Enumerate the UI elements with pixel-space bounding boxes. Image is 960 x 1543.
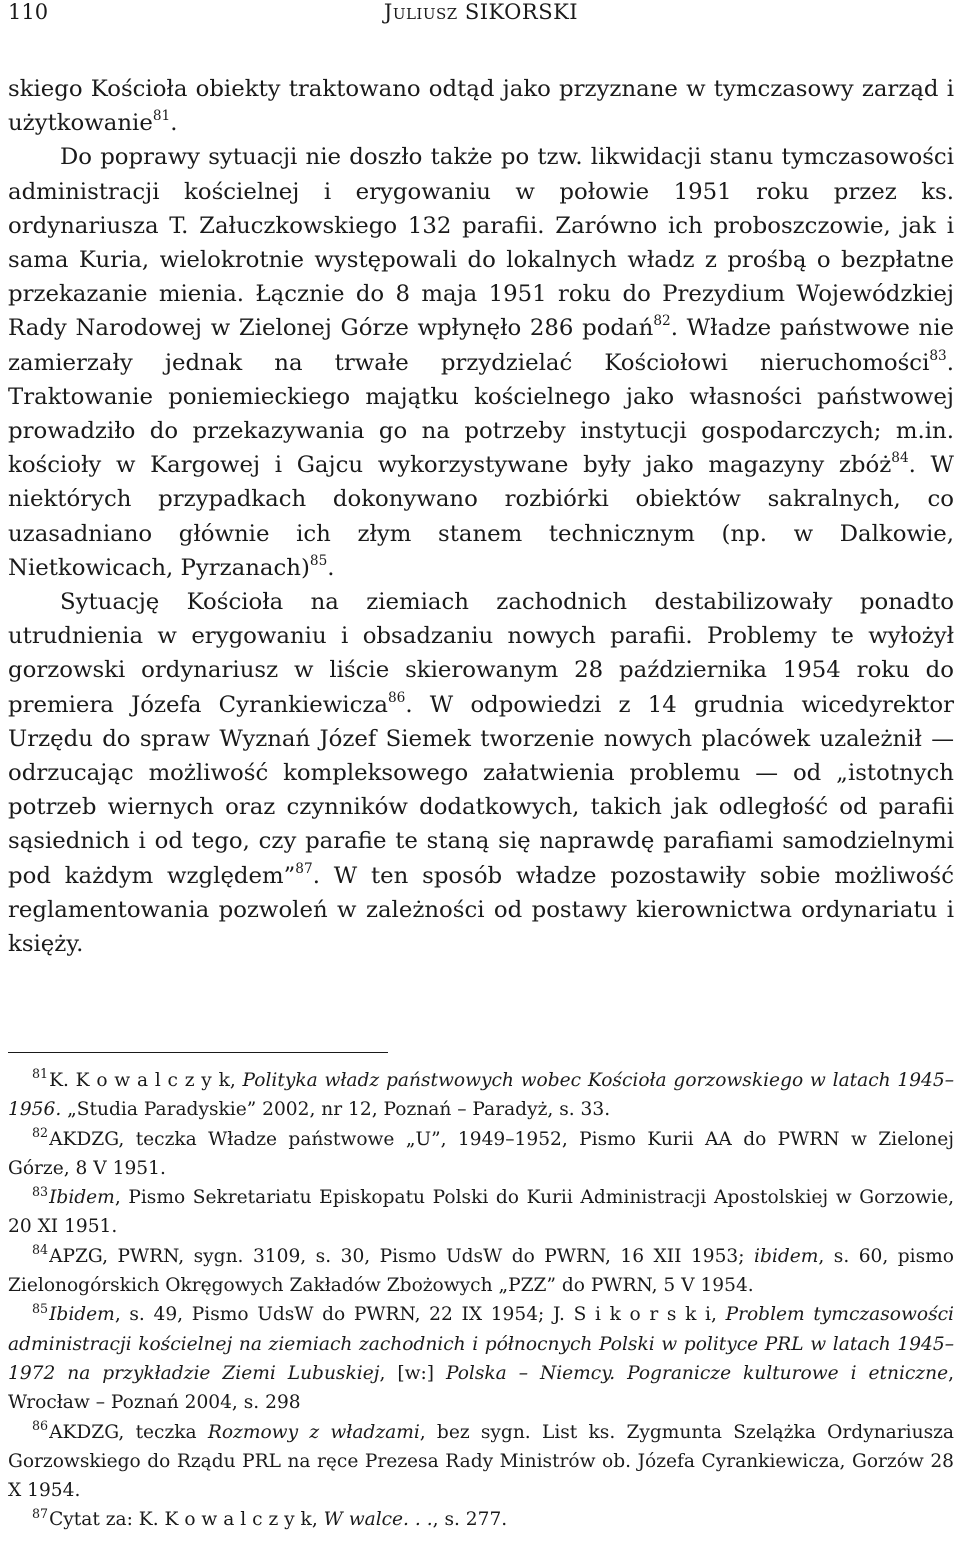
footnote-85: $^{85}$Ibidem, s. 49, Pismo UdsW do PWRN, 22 IX 1954; J. S i k o r s k i, Problem tymczasowości administracji kościelnej na ziemiach zachodnich i północnych Polski w polityce PRL w latach 1945–1972 na przykładzie Ziemi Lubuskiej, [w:] Polska – Niemcy. Pogranicze kulturowe i etniczne, Wrocław – Poznań 2004, s. 298 (8, 1300, 954, 1414)
footnote-ref-87[interactable]: 87 (295, 860, 313, 877)
page-number: 110 (8, 0, 49, 24)
footnote-87: $^{87}$Cytat za: K. K o w a l c z y k, W walce. . ., s. 277. (32, 1505, 508, 1531)
footnote-divider (8, 1052, 388, 1053)
main-text (8, 72, 954, 961)
paragraph-3: Sytuację Kościoła na ziemiach zachodnich destabilizowały ponadto utrudnienia w erygowaniu i obsadzaniu nowych parafii. Problemy te wyłożył gorzowski ordynariusz w liście skierowanym 28 października 1954 roku do premiera Józefa Cyrankiewicza$^{86}$. W odpowiedzi z 14 grudnia wicedyrektor Urzędu do spraw Wyznań Józef Siemek tworzenie nowych placówek uzależnił — odrzucając możliwość kompleksowego załatwienia problemu — od „istotnych potrzeb wiernych oraz czynników dodatkowych, takich jak odległość od parafii sąsiednich i od tego, czy parafie te staną się naprawdę parafiami samodzielnymi pod każdym względem”$^{87}$. W ten sposób władze pozostawiły sobie możliwość reglamentowania pozwoleń w zależności od postawy kierownictwa ordynariatu i księży. (8, 589, 954, 958)
footnote-ref-85[interactable]: 85 (309, 552, 328, 569)
footnote-ref-81[interactable]: 81 (152, 107, 171, 124)
footnote-86: $^{86}$AKDZG, teczka Rozmowy z władzami, bez sygn. List ks. Zygmunta Szelążka Ordynariusza Gorzowskiego do Rządu PRL na ręce Prezesa Rady Ministrów ob. Józefa Cyrankiewicza, Gorzów 28 X 1954. (8, 1417, 954, 1502)
footnote-ref-84[interactable]: 84 (891, 449, 909, 466)
footnote-ref-86[interactable]: 86 (387, 689, 406, 706)
footnote-83: $^{83}$Ibidem, Pismo Sekretariatu Episkopatu Polski do Kurii Administracji Apostolskiej w Gorzowie, 20 XI 1951. (8, 1183, 954, 1238)
paragraph-2: Do poprawy sytuacji nie doszło także po tzw. likwidacji stanu tymczasowości administracji kościelnej i erygowaniu w połowie 1951 roku przez ks. ordynariusza T. Załuczkowskiego 132 parafii. Zarówno ich proboszczowie, jak i sama Kuria, wielokrotnie występowali do lokalnych władz z prośbą o bezpłatne przekazanie mienia. Łącznie do 8 maja 1951 roku do Prezydium Wojewódzkiej Rady Narodowej w Zielonej Górze wpłynęło 286 podań$^{82}$. Władze państwowe nie zamierzały jednak na trwałe przydzielać Kościołowi nieruchomości$^{83}$. Traktowanie poniemieckiego majątku kościelnego jako własności państwowej prowadziło do przekazywania go na potrzeby instytucji gospodarczych; m.in. kościoły w Kargowej i Gajcu wykorzystywane były jako magazyny zbóż$^{84}$. W niektórych przypadkach dokonywano rozbiórki obiektów sakralnych, co uzasadniano głównie ich złym stanem technicznym (np. w Dalkowie, Nietkowicach, Pyrzanach)$^{85}$. (8, 144, 954, 581)
footnote-81: $^{81}$K. K o w a l c z y k, Polityka władz państwowych wobec Kościoła gorzowskiego w latach 1945–1956. „Studia Paradyskie” 2002, nr 12, Poznań – Paradyż, s. 33. (8, 1066, 954, 1121)
footnote-ref-83[interactable]: 83 (929, 347, 947, 364)
paragraph-1: skiego Kościoła obiekty traktowano odtąd jako przyznane w tymczasowy zarząd i użytkowanie$^{81}$. (8, 76, 954, 137)
footnote-ref-82[interactable]: 82 (653, 313, 671, 330)
footnote-82: $^{82}$AKDZG, teczka Władze państwowe „U”, 1949–1952, Pismo Kurii AA do PWRN w Zielonej Górze, 8 V 1951. (8, 1125, 954, 1179)
footnotes (8, 1066, 954, 1535)
page-header (8, 0, 954, 26)
footnote-84: $^{84}$APZG, PWRN, sygn. 3109, s. 30, Pismo UdsW do PWRN, 16 XII 1953; ibidem, s. 60, pismo Zielonogórskich Okręgowych Zakładów Zbożowych „PZZ” do PWRN, 5 V 1954. (8, 1242, 954, 1297)
running-head: Juliusz SIKORSKI (383, 0, 579, 24)
